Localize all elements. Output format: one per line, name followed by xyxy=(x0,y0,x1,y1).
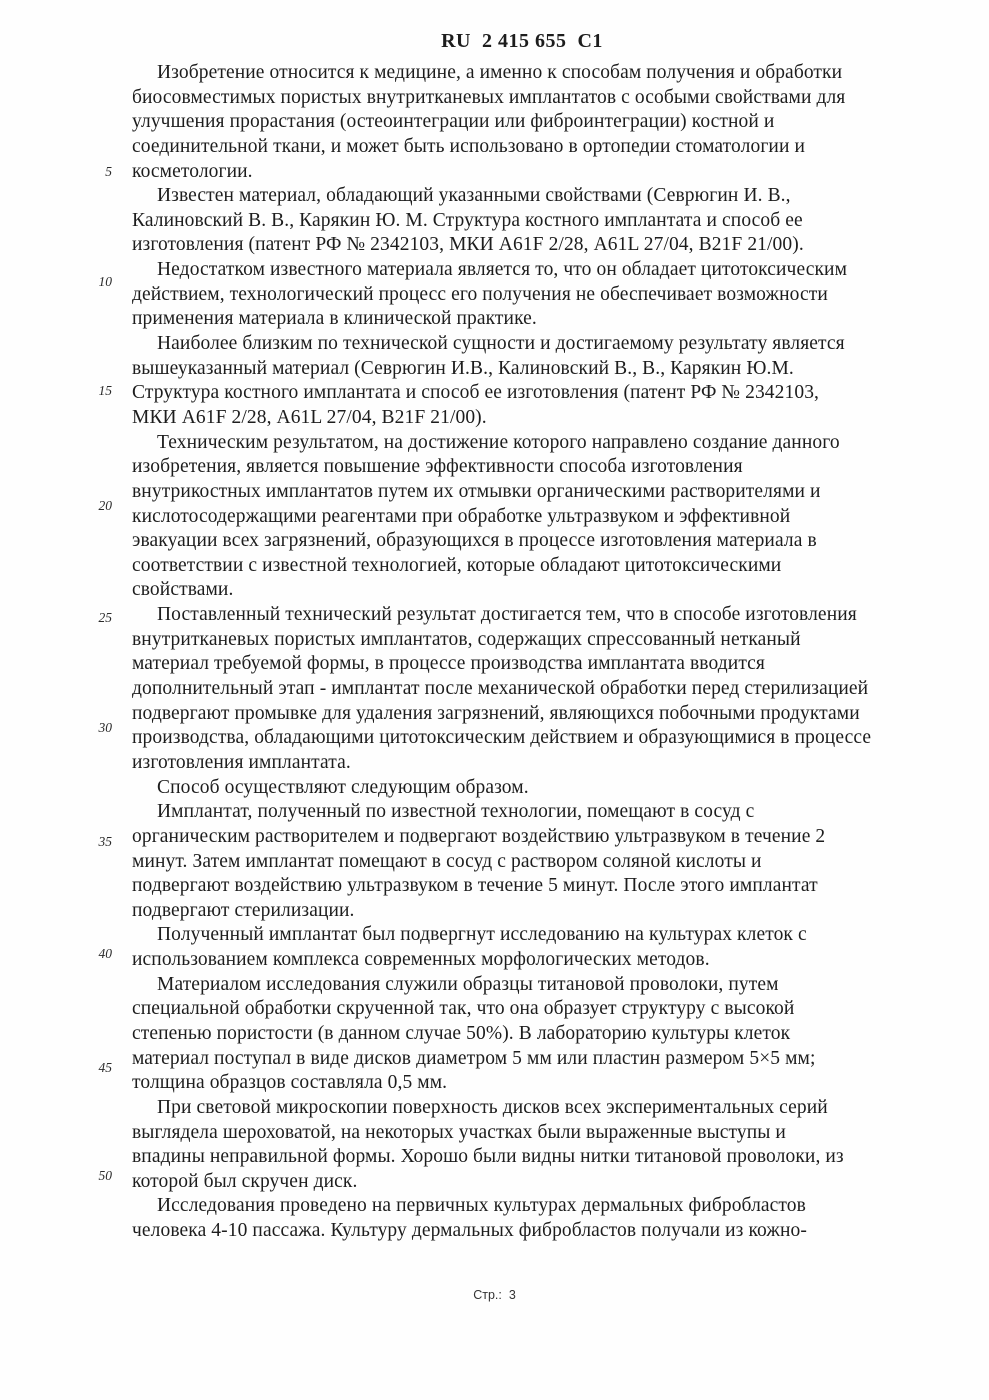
text-line: Известен материал, обладающий указанными свойствами (Севрюгин И. В., xyxy=(157,185,791,207)
text-line: подвергают промывке для удаления загрязнений, являющихся побочными продуктами xyxy=(132,702,860,724)
margin-line-number: 5 xyxy=(105,164,112,179)
text-line: улучшения прорастания (остеоинтеграции или фиброинтеграции) костной и xyxy=(132,111,775,133)
text-line: Исследования проведено на первичных культурах дермальных фибробластов xyxy=(157,1195,806,1217)
text-line: специальной обработки скрученной так, что она образует структуру с высокой xyxy=(132,998,795,1020)
text-line: внутрикостных имплантатов путем их отмывки органическими растворителями и xyxy=(132,480,821,502)
text-line: Структура костного имплантата и способ ее изготовления (патент РФ № 2342103, xyxy=(132,382,820,404)
text-line: дополнительный этап - имплантат после механической обработки перед стерилизацией xyxy=(132,678,869,700)
page-footer xyxy=(0,1288,989,1302)
margin-line-number: 35 xyxy=(98,834,112,849)
text-line: впадины неправильной формы. Хорошо были видны нитки титановой проволоки, из xyxy=(132,1146,844,1168)
text-line: Наиболее близким по технической сущности и достигаемому результату является xyxy=(157,333,845,355)
text-line: Полученный имплантат был подвергнут исследованию на культурах клеток с xyxy=(157,924,807,946)
margin-line-number: 20 xyxy=(98,498,112,513)
text-line: МКИ А61F 2/28, А61L 27/04, В21F 21/00). xyxy=(132,406,487,428)
margin-line-number: 40 xyxy=(98,946,112,961)
text-line: Калиновский В. В., Карякин Ю. М. Структура костного имплантата и способ ее xyxy=(132,209,803,231)
text-line: Способ осуществляют следующим образом. xyxy=(157,776,529,798)
text-line: косметологии. xyxy=(132,160,253,182)
text-line: изобретения, является повышение эффективности способа изготовления xyxy=(132,456,743,478)
text-line: которой был скручен диск. xyxy=(132,1170,358,1192)
text-line: При световой микроскопии поверхность дисков всех экспериментальных серий xyxy=(157,1096,828,1118)
text-line: выглядела шероховатой, на некоторых участках были выраженные выступы и xyxy=(132,1121,786,1143)
text-line: Имплантат, полученный по известной технологии, помещают в сосуд с xyxy=(157,801,755,823)
text-line: материал поступал в виде дисков диаметром 5 мм или пластин размером 5×5 мм; xyxy=(132,1047,816,1069)
text-line: действием, технологический процесс его получения не обеспечивает возможности xyxy=(132,283,828,305)
text-line: материал требуемой формы, в процессе производства имплантата вводится xyxy=(132,653,766,675)
text-line: органическим растворителем и подвергают воздействию ультразвуком в течение 2 xyxy=(132,825,826,847)
text-line: подвергают стерилизации. xyxy=(132,899,355,921)
text-line: Поставленный технический результат достигается тем, что в способе изготовления xyxy=(157,604,857,626)
patent-text-body xyxy=(132,61,914,1244)
margin-line-number: 30 xyxy=(98,720,112,735)
text-line: свойствами. xyxy=(132,579,234,601)
text-line: Техническим результатом, на достижение которого направлено создание данного xyxy=(157,431,840,453)
text-line: степенью пористости (в данном случае 50%). В лабораторию культуры клеток xyxy=(132,1022,791,1044)
margin-line-number: 50 xyxy=(98,1168,112,1183)
margin-line-number: 45 xyxy=(98,1060,112,1075)
text-line: вышеуказанный материал (Севрюгин И.В., Калиновский В., В., Карякин Ю.М. xyxy=(132,357,794,379)
text-line: соединительной ткани, и может быть использовано в ортопедии стоматологии и xyxy=(132,135,805,157)
margin-line-number: 25 xyxy=(98,610,112,625)
text-line: Изобретение относится к медицине, а именно к способам получения и обработки xyxy=(157,62,843,83)
text-line: Недостатком известного материала является то, что он обладает цитотоксическим xyxy=(157,259,848,281)
text-line: эвакуации всех загрязнений, образующихся в процессе изготовления материала в xyxy=(132,530,817,552)
text-line: биосовместимых пористых внутритканевых имплантатов с особыми свойствами для xyxy=(132,86,846,108)
text-line: изготовления имплантата. xyxy=(132,751,351,773)
text-line: человека 4-10 пассажа. Культуру дермальных фибробластов получали из кожно- xyxy=(132,1220,807,1242)
text-line: подвергают воздействию ультразвуком в течение 5 минут. После этого имплантат xyxy=(132,875,818,897)
text-line: минут. Затем имплантат помещают в сосуд с раствором соляной кислоты и xyxy=(132,850,762,872)
text-line: соответствии с известной технологией, которые обладают цитотоксическими xyxy=(132,554,782,576)
text-line: применения материала в клинической практике. xyxy=(132,308,537,330)
header-kind-code: C1 xyxy=(577,30,603,52)
margin-line-number: 10 xyxy=(98,274,112,289)
text-line: кислотосодержащими реагентами при обработке ультразвуком и эффективной xyxy=(132,505,791,527)
text-line: производства, обладающими цитотоксическим действием и образующимися в процессе xyxy=(132,727,872,749)
footer-page-number: 3 xyxy=(508,1288,516,1302)
document-header xyxy=(132,30,912,53)
margin-line-number: 15 xyxy=(98,383,112,398)
text-line: изготовления (патент РФ № 2342103, МКИ А61F 2/28, А61L 27/04, В21F 21/00). xyxy=(132,234,804,256)
header-country-code: RU xyxy=(441,30,471,52)
text-line: использованием комплекса современных морфологических методов. xyxy=(132,949,710,971)
text-line: внутритканевых пористых имплантатов, содержащих спрессованный нетканый xyxy=(132,628,801,650)
text-line: Материалом исследования служили образцы титановой проволоки, путем xyxy=(157,973,779,995)
footer-page-label: Стр.: xyxy=(473,1288,502,1302)
line-number-column xyxy=(0,0,120,1400)
text-line: толщина образцов составляла 0,5 мм. xyxy=(132,1072,448,1094)
header-patent-number: 2 415 655 xyxy=(481,30,567,52)
